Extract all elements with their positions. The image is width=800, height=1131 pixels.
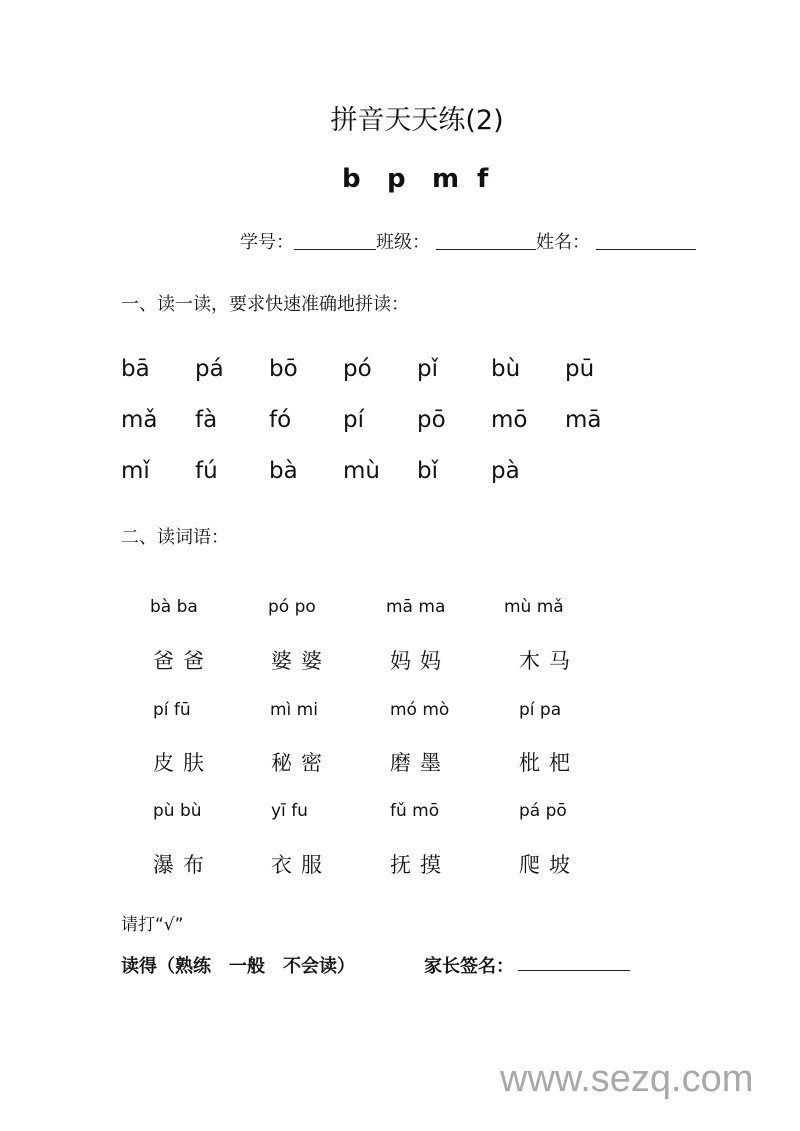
word-hanzi: 爬坡 [519,853,579,877]
word-hanzi: 皮肤 [153,751,213,775]
page-title: 拼音天天练(2) [330,105,504,136]
section1-heading: 一、读一读，要求快速准确地拼读： [121,294,409,315]
syllable: pó [343,356,372,382]
syllable: fó [269,407,292,433]
letter-p: p [387,164,406,194]
name-field[interactable] [596,233,696,250]
pinyin-grid [121,356,721,496]
word-hanzi: 瀑布 [153,853,213,877]
word-hanzi: 枇杷 [519,751,579,775]
word-hanzi: 衣服 [271,853,331,877]
word-hanzi: 抚摸 [390,853,450,877]
consonant-letters [342,164,522,194]
syllable: mǎ [121,407,158,433]
syllable: bù [491,356,521,382]
word-pinyin: pù bù [153,801,202,821]
syllable: pǐ [417,356,438,382]
check-instruction: 请打“√” [121,915,184,935]
word-pinyin: mù mǎ [504,597,564,617]
word-pinyin: yī fu [271,801,308,821]
syllable: pá [195,356,224,382]
word-pinyin: pá pō [519,801,567,821]
syllable: pō [417,407,446,433]
syllable: bà [269,458,298,484]
letter-f: f [477,164,489,194]
word-pinyin: mì mi [270,700,318,720]
student-id-label: 学号： [240,232,294,253]
syllable: pà [491,458,520,484]
word-pinyin: pó po [268,597,316,617]
word-pinyin: pí pa [519,700,562,720]
word-pinyin: pí fū [153,700,191,720]
word-pinyin: mó mò [390,700,450,720]
word-hanzi: 妈妈 [390,649,450,673]
letter-b: b [342,164,361,194]
word-pinyin: fǔ mō [390,801,440,821]
syllable: bā [121,356,150,382]
syllable: bō [269,356,298,382]
class-label: 班级： [376,232,430,253]
letter-m: m [432,164,460,194]
parent-sign-field[interactable] [518,952,630,971]
name-label: 姓名： [536,232,590,253]
watermark: www.sezq.com [500,1058,754,1100]
section2-heading: 二、读词语： [121,527,229,548]
word-hanzi: 磨墨 [390,751,450,775]
student-info-row [240,228,696,254]
reading-level-label: 读得（熟练 一般 不会读） [121,956,355,977]
word-pinyin: bà ba [150,597,198,617]
syllable: mǐ [121,458,150,484]
word-hanzi: 秘密 [271,751,331,775]
parent-sign-label: 家长签名： [424,956,514,977]
syllable: mù [343,458,380,484]
student-id-field[interactable] [294,233,376,250]
word-pinyin: mā ma [386,597,446,617]
word-hanzi: 爸爸 [153,649,213,673]
syllable: pū [565,356,595,382]
word-hanzi: 木马 [519,649,579,673]
syllable: fà [195,407,218,433]
word-hanzi: 婆婆 [271,649,331,673]
class-field[interactable] [436,233,536,250]
syllable: pí [343,407,364,433]
syllable: fú [195,458,218,484]
syllable: mā [565,407,602,433]
syllable: mō [491,407,528,433]
syllable: bǐ [417,458,438,484]
